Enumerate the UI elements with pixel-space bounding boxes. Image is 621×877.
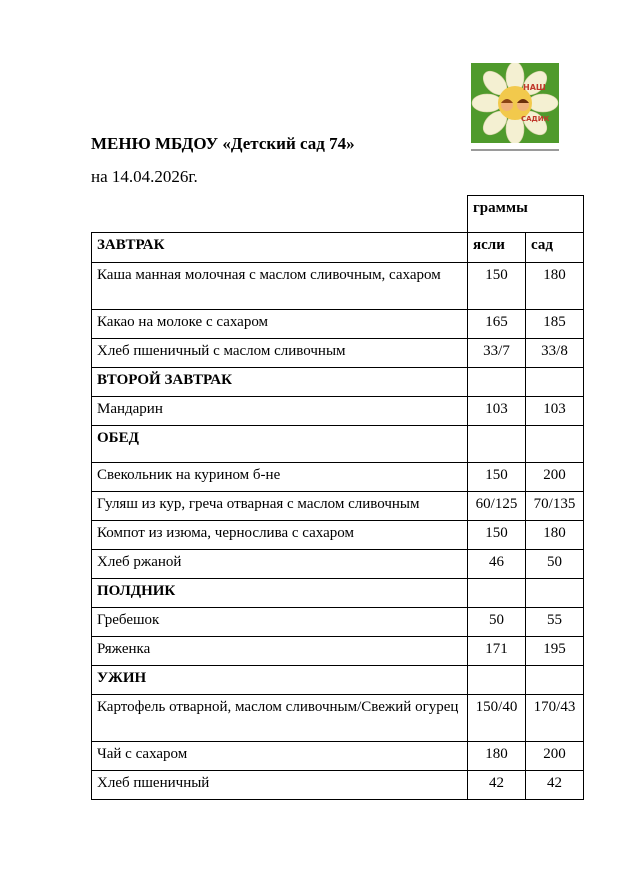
flower-logo-icon: [471, 63, 559, 143]
nursery-portion: 60/125: [468, 492, 526, 521]
units-header: граммы: [468, 196, 584, 233]
dish-name: Хлеб пшеничный с маслом сливочным: [92, 339, 468, 368]
empty-cell: [468, 666, 526, 695]
nursery-portion: 150: [468, 521, 526, 550]
section-title: ВТОРОЙ ЗАВТРАК: [92, 368, 468, 397]
nursery-portion: 150/40: [468, 695, 526, 742]
column-header-nursery: ясли: [468, 233, 526, 263]
section-row-second-breakfast: [92, 368, 584, 397]
section-row-breakfast: [92, 233, 584, 263]
table-row: [92, 550, 584, 579]
table-row: [92, 310, 584, 339]
table-row: [92, 263, 584, 310]
garden-portion: 200: [526, 463, 584, 492]
nursery-portion: 150: [468, 463, 526, 492]
garden-portion: 180: [526, 521, 584, 550]
table-row: [92, 608, 584, 637]
nursery-portion: 150: [468, 263, 526, 310]
garden-portion: 185: [526, 310, 584, 339]
table-row: [92, 463, 584, 492]
dish-name: Мандарин: [92, 397, 468, 426]
empty-cell: [526, 666, 584, 695]
section-row-dinner: [92, 666, 584, 695]
table-row: [92, 742, 584, 771]
garden-portion: 33/8: [526, 339, 584, 368]
garden-portion: 103: [526, 397, 584, 426]
table-row: [92, 339, 584, 368]
table-row: [92, 771, 584, 800]
logo-underline: [471, 149, 559, 151]
garden-portion: 180: [526, 263, 584, 310]
page-title: МЕНЮ МБДОУ «Детский сад 74»: [91, 134, 355, 153]
nursery-portion: 180: [468, 742, 526, 771]
section-title: ЗАВТРАК: [92, 233, 468, 263]
table-row: [92, 521, 584, 550]
units-header-row: [92, 196, 584, 233]
blank-cell: [92, 196, 468, 233]
nursery-portion: 50: [468, 608, 526, 637]
menu-table: [91, 195, 584, 800]
garden-portion: 50: [526, 550, 584, 579]
nursery-portion: 46: [468, 550, 526, 579]
dish-name: Какао на молоке с сахаром: [92, 310, 468, 339]
dish-name: Свекольник на курином б-не: [92, 463, 468, 492]
garden-portion: 55: [526, 608, 584, 637]
empty-cell: [526, 426, 584, 463]
dish-name: Хлеб пшеничный: [92, 771, 468, 800]
empty-cell: [468, 426, 526, 463]
garden-portion: 70/135: [526, 492, 584, 521]
empty-cell: [526, 368, 584, 397]
dish-name: Гребешок: [92, 608, 468, 637]
section-title: ОБЕД: [92, 426, 468, 463]
nursery-portion: 42: [468, 771, 526, 800]
section-row-afternoon-snack: [92, 579, 584, 608]
logo-text-top: НАШ: [523, 83, 546, 92]
section-title: ПОЛДНИК: [92, 579, 468, 608]
nursery-portion: 171: [468, 637, 526, 666]
table-row: [92, 397, 584, 426]
logo-text-bottom: САДИК: [521, 115, 550, 123]
dish-name: Компот из изюма, чернослива с сахаром: [92, 521, 468, 550]
garden-portion: 170/43: [526, 695, 584, 742]
section-title: УЖИН: [92, 666, 468, 695]
nursery-portion: 165: [468, 310, 526, 339]
empty-cell: [468, 368, 526, 397]
dish-name: Ряженка: [92, 637, 468, 666]
nursery-portion: 103: [468, 397, 526, 426]
table-row: [92, 637, 584, 666]
menu-date: на 14.04.2026г.: [91, 167, 198, 186]
nursery-portion: 33/7: [468, 339, 526, 368]
section-row-lunch: [92, 426, 584, 463]
dish-name: Картофель отварной, маслом сливочным/Свежий огурец: [92, 695, 468, 742]
column-header-garden: сад: [526, 233, 584, 263]
dish-name: Хлеб ржаной: [92, 550, 468, 579]
empty-cell: [468, 579, 526, 608]
dish-name: Каша манная молочная с маслом сливочным, сахаром: [92, 263, 468, 310]
garden-portion: 42: [526, 771, 584, 800]
kindergarten-logo: [471, 63, 559, 143]
garden-portion: 195: [526, 637, 584, 666]
table-row: [92, 492, 584, 521]
table-row: [92, 695, 584, 742]
garden-portion: 200: [526, 742, 584, 771]
empty-cell: [526, 579, 584, 608]
dish-name: Гуляш из кур, греча отварная с маслом сливочным: [92, 492, 468, 521]
dish-name: Чай с сахаром: [92, 742, 468, 771]
